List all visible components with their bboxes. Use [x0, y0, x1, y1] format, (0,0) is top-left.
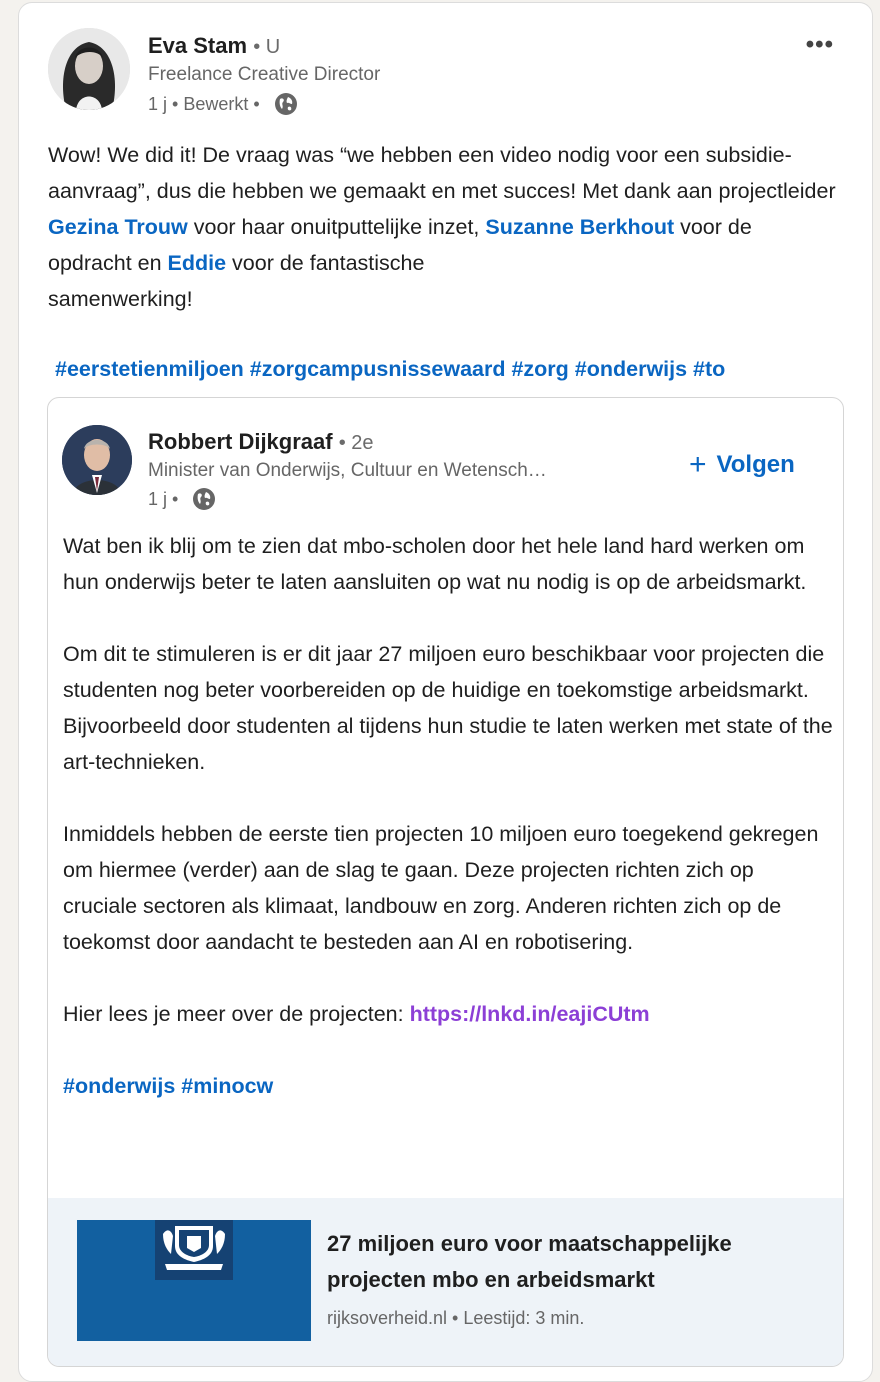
- post-text: [48, 137, 838, 317]
- post-meta: [148, 92, 298, 116]
- link-intro-text: Hier lees je meer over de projecten:: [63, 1002, 410, 1026]
- mention-link[interactable]: Gezina Trouw: [48, 215, 188, 239]
- shared-paragraph: [63, 996, 833, 1032]
- shared-author-name[interactable]: [148, 429, 374, 455]
- shared-author-name-text[interactable]: Robbert Dijkgraaf: [148, 429, 333, 454]
- mention-link[interactable]: Eddie: [167, 251, 227, 275]
- post-text-part: voor de opdracht en: [48, 215, 752, 275]
- article-preview[interactable]: [48, 1198, 844, 1367]
- post-card: [18, 2, 873, 1382]
- shared-author-headline: Minister van Onderwijs, Cultuur en Wetensch…: [148, 460, 547, 481]
- shared-hashtags[interactable]: #onderwijs #minocw: [63, 1074, 274, 1098]
- post-text-part: voor de fantastische: [226, 251, 425, 275]
- post-hashtags[interactable]: #eerstetienmiljoen #zorgcampusnissewaard #zorg #onderwijs #to: [55, 357, 726, 381]
- globe-icon: [274, 92, 298, 116]
- article-meta: rijksoverheid.nl • Leestijd: 3 min.: [327, 1308, 585, 1328]
- author-avatar[interactable]: [48, 28, 130, 110]
- shared-author-avatar[interactable]: [62, 425, 132, 495]
- plus-icon: +: [689, 448, 707, 481]
- article-thumbnail[interactable]: [77, 1220, 311, 1341]
- article-title[interactable]: 27 miljoen euro voor maatschappelijke projecten mbo en arbeidsmarkt: [327, 1231, 732, 1292]
- globe-icon: [192, 487, 216, 511]
- shared-paragraph: Wat ben ik blij om te zien dat mbo-scholen door het hele land hard werken om hun onderwijs beter te laten aansluiten op wat nu nodig is op de arbeidsmarkt.: [63, 534, 807, 594]
- shared-paragraph: Inmiddels hebben de eerste tien projecten 10 miljoen euro toegekend gekregen om hiermee (verder) aan de slag te gaan. Deze projecten richten zich op cruciale sectoren als klimaat, landbouw en zorg. Anderen richten zich op de toekomst door aandacht te besteden aan AI en robotisering.: [63, 822, 819, 954]
- post-text-part: voor haar onuitputtelijke inzet,: [187, 215, 486, 239]
- author-name[interactable]: [148, 33, 280, 59]
- mention-link[interactable]: Suzanne Berkhout: [485, 215, 675, 239]
- shared-post[interactable]: [47, 397, 844, 1367]
- author-headline: Freelance Creative Director: [148, 64, 381, 85]
- connection-degree: • 2e: [338, 432, 374, 454]
- connection-degree: • U: [253, 36, 281, 58]
- crest-icon: [155, 1220, 233, 1280]
- post-age: 1 j • Bewerkt •: [148, 93, 260, 114]
- shared-post-text: [63, 528, 833, 1140]
- more-options-button[interactable]: •••: [805, 31, 834, 58]
- follow-label: Volgen: [716, 451, 795, 478]
- shared-post-age: 1 j •: [148, 488, 179, 509]
- external-link[interactable]: https://lnkd.in/eajiCUtm: [409, 1002, 650, 1026]
- follow-button[interactable]: [689, 448, 795, 481]
- post-text-part: Wow! We did it! De vraag was “we hebben een video nodig voor een subsidie-aanvraag”, dus die hebben we gemaakt en met succes! Met dank aan projectleider: [48, 143, 836, 203]
- shared-post-meta: [148, 487, 216, 511]
- shared-paragraph: Om dit te stimuleren is er dit jaar 27 miljoen euro beschikbaar voor projecten die studenten nog beter voorbereiden op de huidige en toekomstige arbeidsmarkt. Bijvoorbeeld door studenten al tijdens hun studie te laten werken met state of the art-technieken.: [63, 642, 833, 774]
- post-text-part: samenwerking!: [48, 287, 193, 311]
- author-name-text[interactable]: Eva Stam: [148, 33, 248, 58]
